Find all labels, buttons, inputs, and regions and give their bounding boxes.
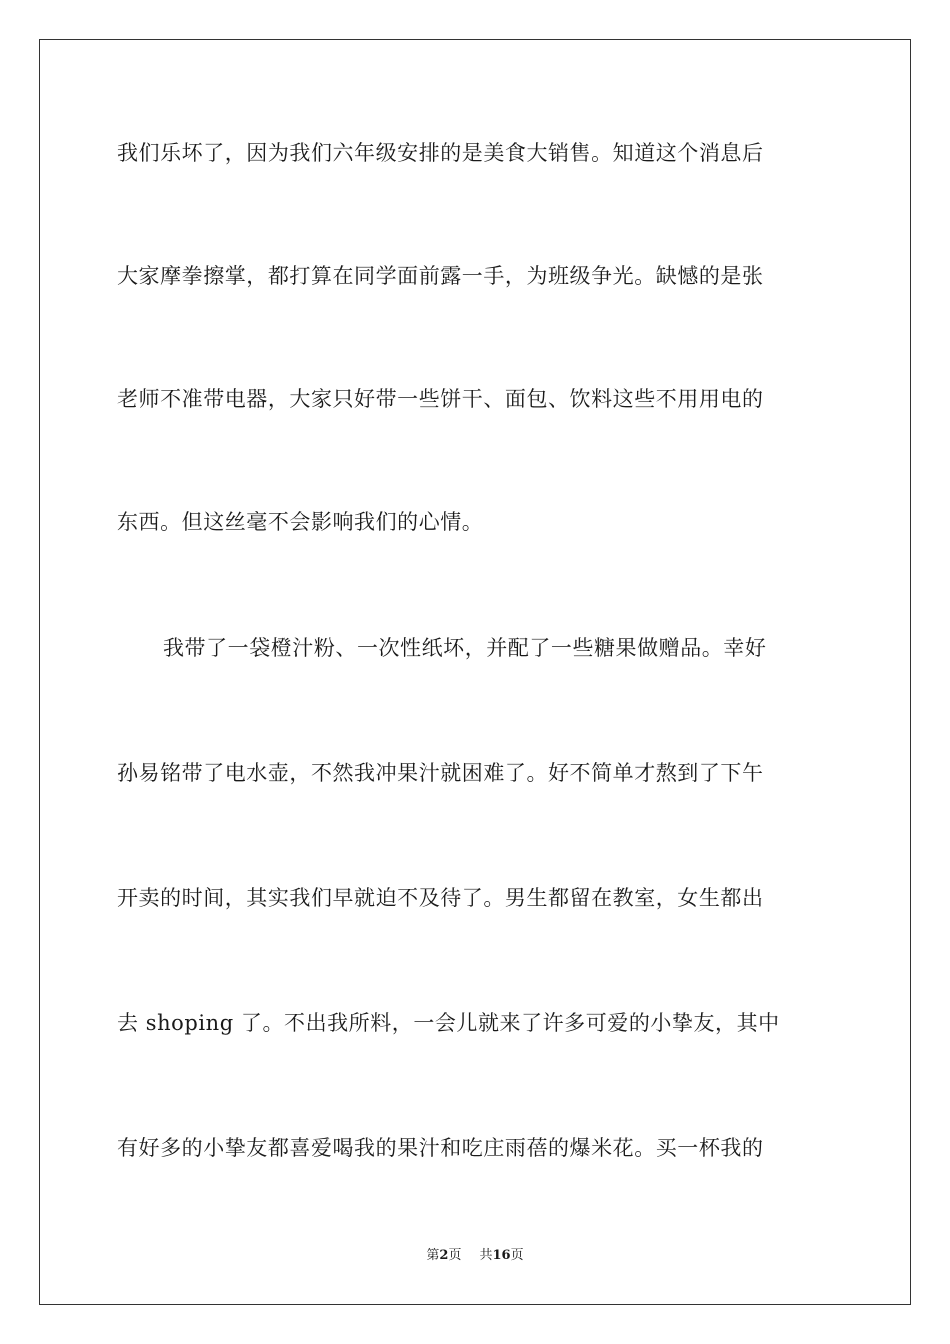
footer-page-suffix: 页 (448, 1248, 462, 1263)
text-line-4: 东西。但这丝毫不会影响我们的心情。 (117, 510, 484, 534)
page-frame (39, 39, 911, 1305)
text-line-1: 我们乐坏了，因为我们六年级安排的是美食大销售。知道这个消息后 (117, 141, 764, 165)
text-line-8: 去 shoping 了。不出我所料，一会儿就来了许多可爱的小挚友，其中 (117, 1011, 780, 1035)
footer-total-pages: 16 (492, 1248, 511, 1263)
text-line-2: 大家摩拳擦掌，都打算在同学面前露一手，为班级争光。缺憾的是张 (117, 264, 764, 288)
text-line-5: 我带了一袋橙汁粉、一次性纸坏，并配了一些糖果做赠品。幸好 (163, 636, 767, 660)
footer-total-prefix: 共 (479, 1248, 493, 1263)
text-line-3: 老师不准带电器，大家只好带一些饼干、面包、饮料这些不用用电的 (117, 387, 764, 411)
text-line-6: 孙易铭带了电水壶，不然我冲果汁就困难了。好不简单才熬到了下午 (117, 761, 764, 785)
text-line-9: 有好多的小挚友都喜爱喝我的果汁和吃庄雨蓓的爆米花。买一杯我的 (117, 1136, 764, 1160)
footer-page-prefix: 第 (426, 1248, 440, 1263)
footer-page-number: 2 (439, 1248, 449, 1263)
text-line-7: 开卖的时间，其实我们早就迫不及待了。男生都留在教室，女生都出 (117, 886, 764, 910)
page-footer (0, 1247, 950, 1265)
footer-total-suffix: 页 (510, 1248, 524, 1263)
